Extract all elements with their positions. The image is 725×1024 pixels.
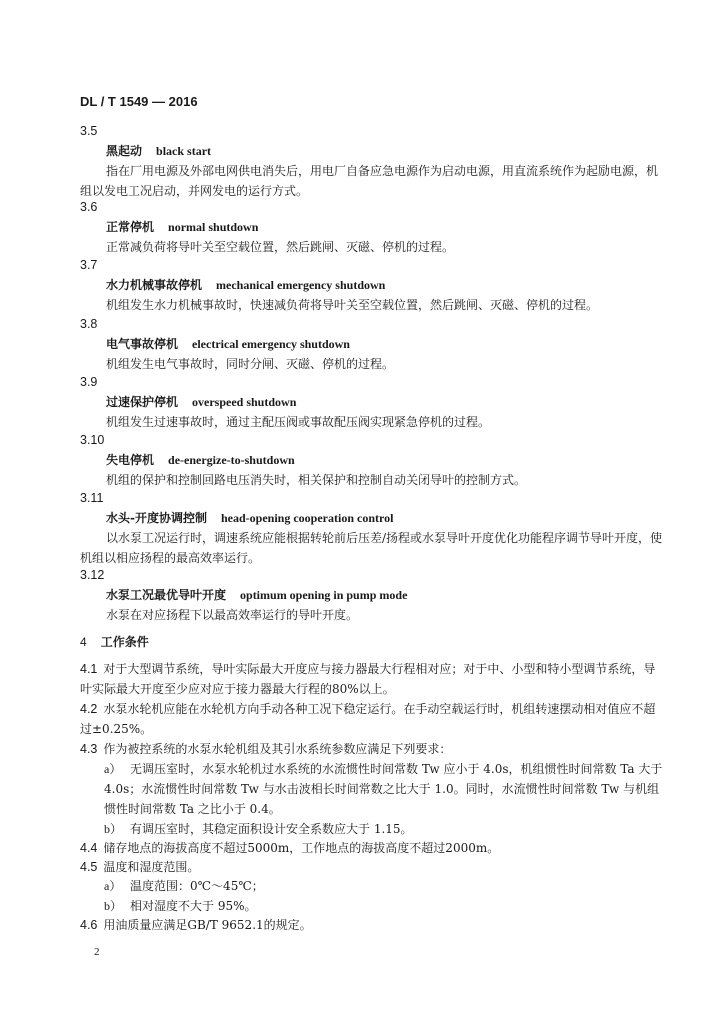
term-definition: 以水泵工况运行时，调速系统应能根据转轮前后压差/扬程或水泵导叶开度优化功能程序调节导叶开度，使机组以相应扬程的最高效率运行。 bbox=[80, 531, 663, 565]
term-title bbox=[80, 141, 665, 161]
page-number: 2 bbox=[94, 946, 100, 958]
list-text: 无调压室时，水泵水轮机过水系统的水流惯性时间常数 Tw 应小于 4.0s，机组惯性时间常数 Ta 大于 4.0s；水流惯性时间常数 Tw 与水击波相长时间常数之比大于 1.0。同时，水流惯性时间常数 Tw 与机组惯性时间常数 Ta 之比小于 0.4。 bbox=[104, 762, 663, 816]
term-title bbox=[80, 585, 665, 605]
term-definition: 机组的保护和控制回路电压消失时，相关保护和控制自动关闭导叶的控制方式。 bbox=[106, 473, 527, 487]
list-item bbox=[104, 819, 665, 839]
term-number: 3.9 bbox=[80, 375, 98, 389]
term-number: 3.6 bbox=[80, 200, 98, 214]
term-title bbox=[80, 334, 665, 354]
term-title bbox=[80, 450, 665, 470]
section-heading bbox=[80, 633, 149, 651]
term-number: 3.7 bbox=[80, 258, 98, 272]
term-3-6 bbox=[80, 198, 665, 257]
term-cn: 正常停机 bbox=[106, 220, 155, 234]
term-definition: 机组发生过速事故时，通过主配压阀或事故配压阀实现紧急停机的过程。 bbox=[106, 415, 491, 429]
list-marker: a） bbox=[104, 879, 122, 893]
term-number: 3.5 bbox=[80, 124, 98, 138]
term-en: de-energize-to-shutdown bbox=[168, 453, 295, 467]
term-cn: 水力机械事故停机 bbox=[106, 278, 203, 292]
term-number: 3.12 bbox=[80, 568, 105, 582]
list-marker: b） bbox=[104, 899, 123, 913]
section-number: 4 bbox=[80, 635, 87, 649]
standard-header: DL / T 1549 — 2016 bbox=[80, 94, 198, 109]
term-en: head-opening cooperation control bbox=[220, 511, 394, 525]
term-number: 3.8 bbox=[80, 317, 98, 331]
term-3-10 bbox=[80, 431, 665, 490]
term-3-7 bbox=[80, 256, 665, 315]
term-definition: 水泵在对应扬程下以最高效率运行的导叶开度。 bbox=[106, 608, 359, 622]
section-title: 工作条件 bbox=[100, 635, 149, 649]
list-text: 有调压室时，其稳定面积设计安全系数应大于 1.15。 bbox=[130, 822, 413, 836]
term-cn: 电气事故停机 bbox=[106, 337, 179, 351]
term-en: mechanical emergency shutdown bbox=[216, 278, 386, 292]
clause-number: 4.1 bbox=[80, 662, 98, 676]
term-definition: 机组发生电气事故时，同时分闸、灭磁、停机的过程。 bbox=[106, 357, 395, 371]
term-3-5 bbox=[80, 122, 665, 201]
clause-number: 4.2 bbox=[80, 702, 98, 716]
term-en: normal shutdown bbox=[168, 220, 259, 234]
term-en: overspeed shutdown bbox=[192, 395, 297, 409]
clause-text: 储存地点的海拔高度不超过5000m，工作地点的海拔高度不超过2000m。 bbox=[103, 841, 500, 855]
term-3-11 bbox=[80, 489, 665, 568]
clause-4-1 bbox=[80, 659, 665, 699]
term-title bbox=[80, 508, 665, 528]
clause-number: 4.4 bbox=[80, 841, 98, 855]
term-cn: 失电停机 bbox=[106, 453, 155, 467]
list-text: 温度范围：0℃～45℃； bbox=[130, 879, 264, 893]
clause-text: 温度和湿度范围。 bbox=[103, 860, 200, 874]
clause-number: 4.6 bbox=[80, 918, 98, 932]
term-en: black start bbox=[156, 144, 212, 158]
clause-number: 4.5 bbox=[80, 860, 98, 874]
term-en: electrical emergency shutdown bbox=[192, 337, 350, 351]
clause-text: 水泵水轮机应能在水轮机方向手动各种工况下稳定运行。在手动空载运行时，机组转速摆动相对值应不超过±0.25%。 bbox=[80, 702, 656, 736]
list-text: 相对湿度不大于 95%。 bbox=[130, 899, 257, 913]
term-number: 3.10 bbox=[80, 433, 105, 447]
clause-4-2 bbox=[80, 699, 665, 739]
term-cn: 黑起动 bbox=[106, 144, 143, 158]
term-definition: 正常减负荷将导叶关至空载位置，然后跳闸、灭磁、停机的过程。 bbox=[106, 240, 455, 254]
term-3-9 bbox=[80, 373, 665, 432]
clause-4-6 bbox=[80, 915, 665, 935]
term-title bbox=[80, 392, 665, 412]
term-definition: 指在厂用电源及外部电网供电消失后，用电厂自备应急电源作为启动电源，用直流系统作为起励电源，机组以发电工况启动，并网发电的运行方式。 bbox=[80, 164, 659, 198]
term-cn: 水泵工况最优导叶开度 bbox=[106, 588, 227, 602]
term-3-12 bbox=[80, 566, 665, 625]
clause-4-4 bbox=[80, 838, 665, 858]
list-marker: a） bbox=[104, 762, 122, 776]
clause-number: 4.3 bbox=[80, 742, 98, 756]
term-title bbox=[80, 217, 665, 237]
term-number: 3.11 bbox=[80, 491, 104, 505]
term-title bbox=[80, 275, 665, 295]
clause-text: 作为被控系统的水泵水轮机组及其引水系统参数应满足下列要求： bbox=[103, 742, 452, 756]
term-cn: 过速保护停机 bbox=[106, 395, 179, 409]
clause-text: 对于大型调节系统，导叶实际最大开度应与接力器最大行程相对应；对于中、小型和特小型调节系统，导叶实际最大开度至少应对应于接力器最大行程的80%以上。 bbox=[80, 662, 656, 696]
term-en: optimum opening in pump mode bbox=[240, 588, 408, 602]
term-definition: 机组发生水力机械事故时，快速减负荷将导叶关至空载位置，然后跳闸、灭磁、停机的过程。 bbox=[106, 298, 599, 312]
term-cn: 水头-开度协调控制 bbox=[106, 511, 207, 525]
list-item bbox=[104, 876, 665, 896]
clause-4-5 bbox=[80, 857, 665, 877]
term-3-8 bbox=[80, 315, 665, 374]
clause-text: 用油质量应满足GB/T 9652.1的规定。 bbox=[103, 918, 312, 932]
list-item bbox=[104, 896, 665, 916]
list-item bbox=[104, 759, 665, 819]
list-marker: b） bbox=[104, 822, 123, 836]
clause-4-3 bbox=[80, 739, 665, 759]
